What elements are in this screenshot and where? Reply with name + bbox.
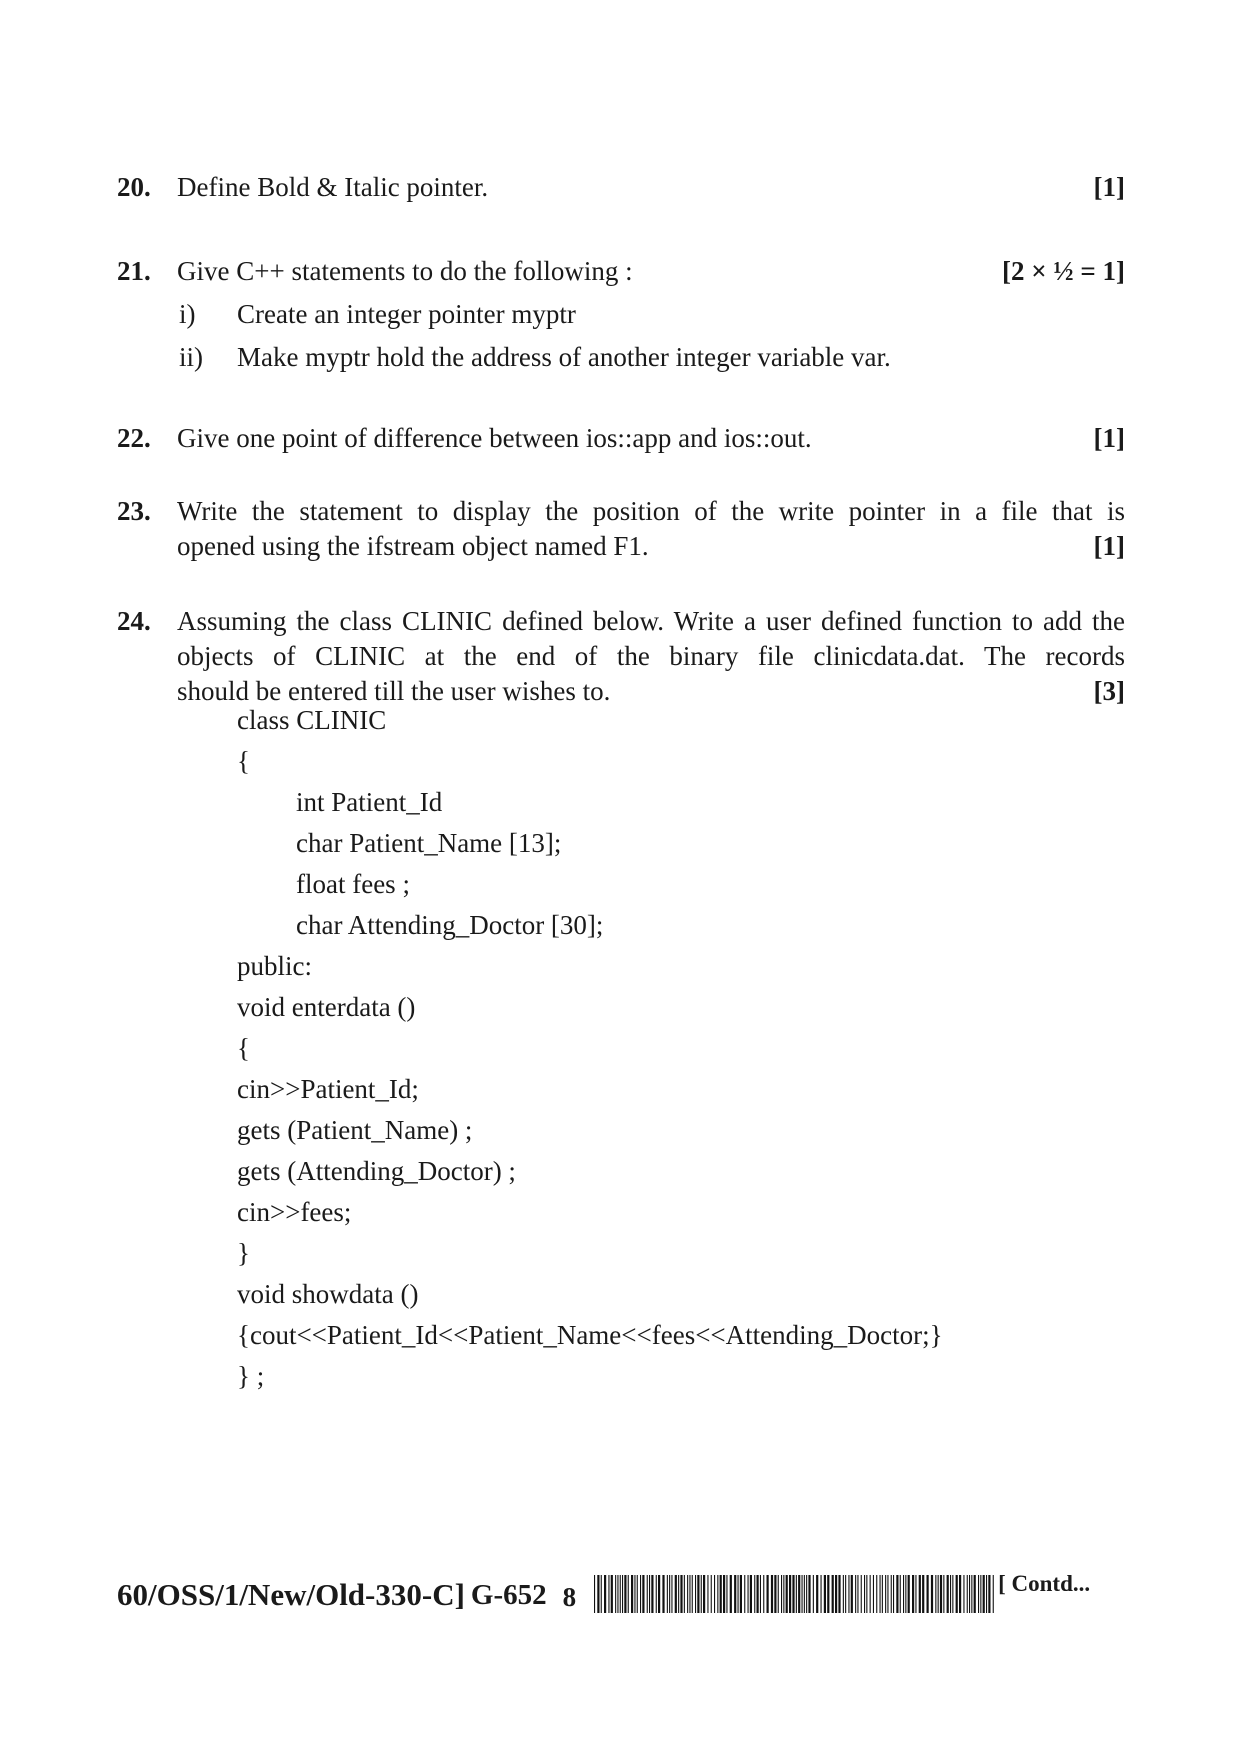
code-line: } ;	[237, 1361, 265, 1391]
code-block	[237, 700, 943, 1397]
sub-question-i	[179, 297, 1125, 332]
marks: [1]	[1093, 423, 1125, 453]
question-text-last-line: should be entered till the user wishes to.	[177, 676, 611, 707]
barcode-icon	[594, 1575, 996, 1613]
question-number: 20.	[117, 172, 151, 202]
question-number: 21.	[117, 256, 151, 286]
sub-question-label: i)	[179, 299, 196, 330]
code-line: }	[237, 1238, 250, 1268]
question-24	[117, 604, 1125, 709]
series-code: G-652	[470, 1579, 547, 1612]
marks: [1]	[1093, 531, 1125, 562]
code-line: char Patient_Name [13];	[296, 828, 562, 858]
question-number: 24.	[117, 606, 151, 636]
marks: [2 × ½ = 1]	[1001, 256, 1125, 286]
code-line: public:	[237, 951, 312, 981]
question-number: 22.	[117, 423, 151, 453]
code-line: gets (Patient_Name) ;	[237, 1115, 473, 1145]
question-text: Assuming the class CLINIC defined below. Write a user defined function to add the objects of CLINIC at the end of the binary file clinicdata.dat. The records	[177, 606, 1125, 672]
code-line: int Patient_Id	[296, 787, 443, 817]
sub-question-label: ii)	[179, 342, 203, 373]
code-line: {	[237, 1033, 250, 1063]
question-text: Define Bold & Italic pointer.	[177, 172, 489, 202]
code-line: {	[237, 746, 250, 776]
question-number: 23.	[117, 496, 151, 526]
sub-question-text: Create an integer pointer myptr	[237, 299, 576, 330]
code-line: cin>>fees;	[237, 1197, 352, 1227]
code-line: float fees ;	[296, 869, 410, 899]
page-number: 8	[562, 1581, 577, 1612]
question-22	[117, 421, 1125, 456]
sub-question-ii	[179, 340, 1125, 375]
question-text-line-1: Write the statement to display the position of the write pointer in a file that is	[177, 496, 1125, 526]
question-23	[117, 494, 1125, 564]
sub-question-text: Make myptr hold the address of another integer variable var.	[237, 342, 891, 373]
question-21	[117, 254, 1125, 375]
paper-code: 60/OSS/1/New/Old-330-C]	[117, 1576, 465, 1612]
code-line: {cout<<Patient_Id<<Patient_Name<<fees<<Attending_Doctor;}	[237, 1320, 943, 1350]
question-text: Give one point of difference between ios::app and ios::out.	[177, 423, 812, 453]
code-line: void enterdata ()	[237, 992, 416, 1022]
continued-label: [ Contd...	[998, 1571, 1091, 1596]
code-line: void showdata ()	[237, 1279, 419, 1309]
page-footer	[117, 1565, 1127, 1615]
marks: [1]	[1093, 172, 1125, 202]
code-line: cin>>Patient_Id;	[237, 1074, 419, 1104]
marks: [3]	[1093, 676, 1125, 707]
code-line: gets (Attending_Doctor) ;	[237, 1156, 516, 1186]
code-line: class CLINIC	[237, 705, 387, 735]
question-text: Give C++ statements to do the following :	[177, 256, 633, 286]
code-line: char Attending_Doctor [30];	[296, 910, 604, 940]
question-20	[117, 170, 1125, 205]
question-text-line-2: opened using the ifstream object named F1.	[177, 531, 649, 562]
